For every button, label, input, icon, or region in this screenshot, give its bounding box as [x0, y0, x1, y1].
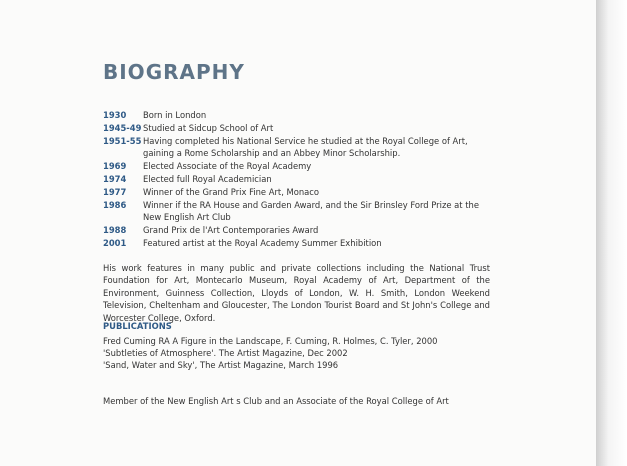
publication-item: Fred Cuming RA A Figure in the Landscape, F. Cuming, R. Holmes, C. Tyler, 2000: [103, 336, 438, 346]
timeline-event: Having completed his National Service he studied at the Royal College of Art,: [143, 135, 468, 146]
timeline-row: [103, 160, 503, 173]
timeline-year: 1988: [103, 225, 127, 236]
timeline-year: 2001: [103, 237, 127, 248]
timeline-event: Born in London: [143, 110, 207, 120]
timeline-event: Featured artist at the Royal Academy Summer Exhibition: [143, 237, 382, 248]
timeline-year: [103, 147, 143, 160]
timeline-event: Elected Associate of the Royal Academy: [143, 161, 312, 172]
timeline-event: Elected full Royal Academician: [143, 173, 272, 184]
timeline-row: [103, 211, 503, 224]
timeline-event: Studied at Sidcup School of Art: [143, 122, 274, 133]
membership-note: Member of the New English Art s Club and an Associate of the Royal College of Art: [103, 396, 449, 406]
biography-timeline: [103, 109, 503, 250]
timeline-row: [103, 199, 503, 212]
timeline-event: Winner if the RA House and Garden Award, and the Sir Brinsley Ford Prize at the: [143, 199, 479, 210]
page-edge: [596, 0, 627, 466]
timeline-event: New English Art Club: [143, 212, 231, 223]
publications-heading: PUBLICATIONS: [103, 321, 172, 331]
publication-item: 'Sand, Water and Sky', The Artist Magazine, March 1996: [103, 360, 339, 371]
timeline-row: [103, 135, 503, 148]
timeline-event: gaining a Rome Scholarship and an Abbey Minor Scholarship.: [143, 148, 401, 159]
timeline-event: Winner of the Grand Prix Fine Art, Monaco: [143, 186, 320, 197]
timeline-row: [103, 173, 503, 186]
timeline-row: [103, 237, 503, 250]
timeline-year: 1930: [103, 110, 127, 120]
timeline-event: Grand Prix de l'Art Contemporaries Award: [143, 225, 319, 236]
timeline-year: 1974: [103, 173, 127, 184]
timeline-row: [103, 186, 503, 199]
timeline-row: [103, 122, 503, 135]
publications-list: [103, 335, 503, 372]
timeline-year: [103, 211, 143, 224]
timeline-year: 1986: [103, 199, 127, 210]
timeline-row: [103, 224, 503, 237]
timeline-row: [103, 109, 503, 122]
collections-paragraph: His work features in many public and private collections including the National Trust Foundation for Art, Montecarlo Museum, Royal Academy of Art, Department of the Environment, Guinness Collection, Lloyds of London, W. H. Smith, London Weekend Television, Cheltenham and Gloucester, The London Tourist Board and St John's College and Worcester College, Oxford.: [103, 263, 490, 323]
page-title: BIOGRAPHY: [103, 60, 245, 84]
timeline-year: 1969: [103, 161, 127, 172]
timeline-year: 1945-49: [103, 122, 142, 133]
timeline-year: 1951-55: [103, 135, 142, 146]
publication-item: 'Subtleties of Atmosphere'. The Artist Magazine, Dec 2002: [103, 348, 348, 359]
timeline-row: [103, 147, 503, 160]
timeline-year: 1977: [103, 186, 127, 197]
